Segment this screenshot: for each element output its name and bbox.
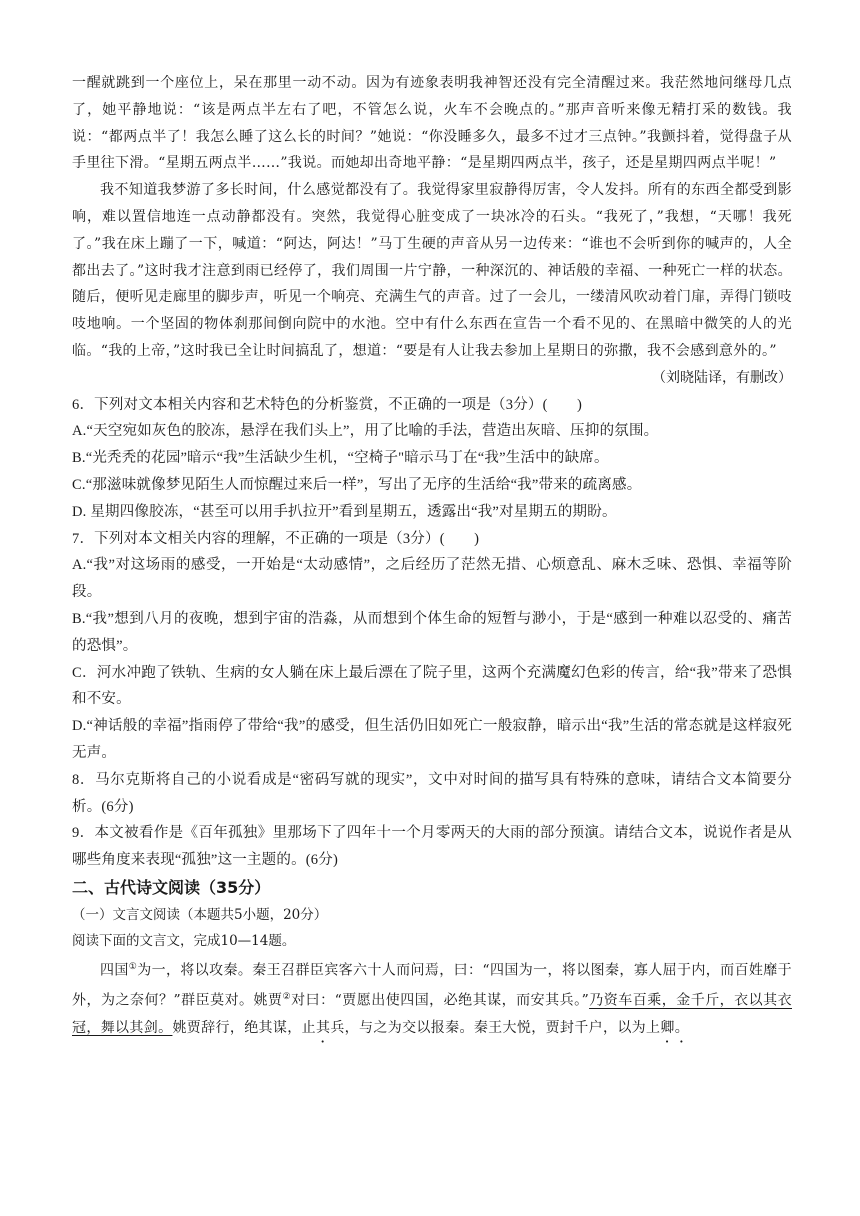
section-2-instruction: 阅读下面的文言文，完成10—14题。 — [72, 932, 296, 949]
document-page — [72, 70, 792, 1042]
translation-source: （刘晓陆译，有删改） — [652, 369, 792, 386]
question-6-option-b: B.“光秃秃的花园”暗示“我”生活缺少生机，“空椅子"暗示马丁在“我”生活中的缺席。 — [72, 450, 609, 467]
story-paragraph-2: 我不知道我梦游了多长时间，什么感觉都没有了。我觉得家里寂静得厉害，令人发抖。所有的东西全都受到影响，难以置信地连一点动静都没有。突然，我觉得心脏变成了一块冰冷的石头。“我死了，”我想，“天哪！我死了。”我在床上蹦了一下，喊道：“阿达，阿达！”马丁生硬的声音从另一边传来：“谁也不会听到你的喊声的，人全都出去了。”这时我才注意到雨已经停了，我们周围一片宁静，一种深沉的、神话般的幸福、一种死亡一样的状态。随后，便听见走廊里的脚步声，听见一个响亮、充满生气的声音。过了一会儿，一缕清风吹动着门扉，弄得门锁吱吱地响。一个坚固的物体刹那间倒向院中的水池。空中有什么东西在宣告一个看不见的、在黑暗中微笑的人的光临。“我的上帝，”这时我已全让时间搞乱了，想道：“要是有人让我去参加上星期日的弥撒，我不会感到意外的。” — [72, 182, 792, 359]
dotted-character: 止 — [301, 1019, 316, 1036]
passage-text: 其兵，与之为交以报秦。秦王大悦，贾封千户，以为 — [315, 1019, 647, 1036]
footnote-marker-2: ② — [282, 992, 292, 1003]
question-6-option-d: D. 星期四像胶冻，“甚至可以用手扒拉开”看到星期五，透露出“我”对星期五的期盼。 — [72, 503, 617, 520]
footnote-marker-1: ① — [128, 961, 138, 972]
question-7 — [72, 526, 792, 767]
question-6-option-c: C.“那滋味就像梦见陌生人而惊醒过来后一样”，写出了无序的生活给“我”带来的疏离感。 — [72, 476, 642, 493]
passage-text: 四国 — [100, 962, 129, 979]
question-6 — [72, 392, 792, 526]
passage-text: 对曰：“贾愿出使四国，必绝其谋，而安其兵。” — [291, 993, 590, 1010]
passage-text: 姚贾辞行，绝其谋， — [172, 1019, 302, 1036]
question-6-stem: 6．下列对文本相关内容和艺术特色的分析鉴赏，不正确的一项是（3分）( ) — [72, 396, 583, 413]
dotted-character: 卿 — [660, 1019, 675, 1036]
passage-text: 为一，将以攻秦。秦王召群臣宾客六十人而问焉，曰：“四国为一，将以图秦，寡人屈于内，而百姓靡于外，为之奈何？”群臣莫对。姚贾 — [72, 962, 792, 1010]
passage-text: 。 — [674, 1019, 690, 1036]
classical-passage — [72, 954, 792, 1042]
question-7-option-b: B.“我”想到八月的夜晚，想到宇宙的浩淼，从而想到个体生命的短暂与渺小，于是“感到一种难以忍受的、痛苦的恐惧”。 — [72, 610, 792, 654]
dotted-character: 上 — [646, 1019, 661, 1036]
story-paragraph-1: 一醒就跳到一个座位上，呆在那里一动不动。因为有迹象表明我神智还没有完全清醒过来。我茫然地问继母几点了，她平静地说：“该是两点半左右了吧，不管怎么说，火车不会晚点的。”那声音听来像无精打采的数钱。我说：“都两点半了！我怎么睡了这么长的时间？”她说：“你没睡多久，最多不过才三点钟。”我颤抖着，觉得盘子从手里往下滑。“星期五两点半……”我说。而她却出奇地平静：“是星期四两点半，孩子，还是星期四两点半呢！” — [72, 75, 792, 172]
underlined-sentence: 乃资车百乘，金千斤，衣以其衣冠，舞以其剑。 — [72, 993, 792, 1036]
question-7-option-a: A.“我”对这场雨的感受，一开始是“太动感情”，之后经历了茫然无措、心烦意乱、麻木乏味、恐惧、幸福等阶段。 — [72, 557, 792, 601]
question-7-option-d: D.“神话般的幸福”指雨停了带给“我”的感受，但生活仍旧如死亡一般寂静，暗示出“我”生活的常态就是这样寂死无声。 — [72, 718, 792, 761]
question-8: 8．马尔克斯将自己的小说看成是“密码写就的现实”，文中对时间的描写具有特殊的意味，请结合文本简要分析。(6分) — [72, 771, 792, 815]
question-9: 9．本文被看作是《百年孤独》里那场下了四年十一个月零两天的大雨的部分预演。请结合文本，说说作者是从哪些角度来表现“孤独”这一主题的。(6分) — [72, 825, 792, 869]
section-2-heading: 二、古代诗文阅读（35分） — [72, 877, 271, 897]
question-7-option-c: C．河水冲跑了铁轨、生病的女人躺在床上最后漂在了院子里，这两个充满魔幻色彩的传言，给“我”带来了恐惧和不安。 — [72, 664, 792, 708]
question-7-stem: 7．下列对本文相关内容的理解，不正确的一项是（3分）( ) — [72, 530, 480, 547]
question-6-option-a: A.“天空宛如灰色的胶冻，悬浮在我们头上”，用了比喻的手法，营造出灰暗、压抑的氛围。 — [72, 423, 659, 440]
section-2-subheading: （一）文言文阅读（本题共5小题，20分） — [72, 906, 328, 923]
